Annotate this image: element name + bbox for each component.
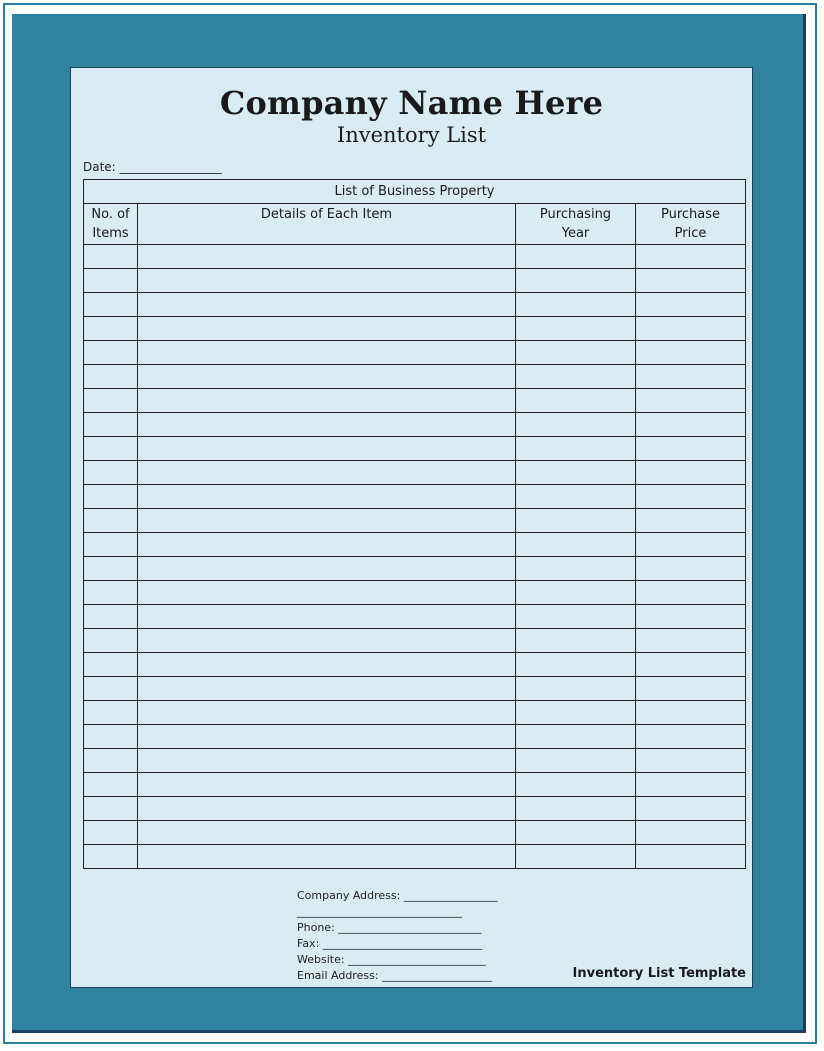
cell-purchase-price[interactable] — [636, 485, 746, 509]
document-title: Inventory List — [336, 123, 487, 147]
cell-purchasing-year[interactable] — [516, 845, 636, 869]
cell-no-of-items[interactable] — [84, 581, 138, 605]
table-body — [84, 245, 746, 869]
cell-details[interactable] — [138, 509, 516, 533]
cell-details[interactable] — [138, 725, 516, 749]
date-blank[interactable]: _________________ — [119, 160, 222, 174]
table-row — [84, 389, 746, 413]
header-purchasing-year — [516, 204, 636, 245]
cell-purchasing-year[interactable] — [516, 245, 636, 269]
cell-purchase-price[interactable] — [636, 629, 746, 653]
company-address-blank[interactable]: _________________ — [403, 889, 498, 902]
table-row — [84, 821, 746, 845]
header-purchase-price — [636, 204, 746, 245]
email-line[interactable] — [297, 968, 497, 984]
table-row — [84, 701, 746, 725]
cell-no-of-items[interactable] — [84, 845, 138, 869]
cell-no-of-items[interactable] — [84, 629, 138, 653]
phone-label: Phone: — [297, 921, 335, 934]
cell-no-of-items[interactable] — [84, 797, 138, 821]
header-line: Purchase — [660, 207, 721, 222]
cell-no-of-items[interactable] — [84, 485, 138, 509]
fax-blank[interactable]: _____________________________ — [322, 937, 483, 950]
cell-purchasing-year[interactable] — [516, 365, 636, 389]
cell-no-of-items[interactable] — [84, 821, 138, 845]
cell-no-of-items[interactable] — [84, 557, 138, 581]
cell-purchasing-year[interactable] — [516, 629, 636, 653]
cell-details[interactable] — [138, 533, 516, 557]
cell-purchasing-year[interactable] — [516, 605, 636, 629]
cell-purchase-price[interactable] — [636, 821, 746, 845]
cell-no-of-items[interactable] — [84, 365, 138, 389]
table-row — [84, 245, 746, 269]
cell-no-of-items[interactable] — [84, 725, 138, 749]
cell-details[interactable] — [138, 461, 516, 485]
date-label: Date: — [83, 160, 116, 174]
table-row — [84, 677, 746, 701]
cell-purchasing-year[interactable] — [516, 389, 636, 413]
cell-purchase-price[interactable] — [636, 581, 746, 605]
cell-purchasing-year[interactable] — [516, 821, 636, 845]
table-row — [84, 293, 746, 317]
cell-purchase-price[interactable] — [636, 677, 746, 701]
phone-blank[interactable]: __________________________ — [338, 921, 482, 934]
table-row — [84, 437, 746, 461]
cell-purchase-price[interactable] — [636, 725, 746, 749]
table-row — [84, 365, 746, 389]
cell-purchase-price[interactable] — [636, 533, 746, 557]
cell-purchasing-year[interactable] — [516, 317, 636, 341]
cell-details[interactable] — [138, 413, 516, 437]
cell-purchase-price[interactable] — [636, 413, 746, 437]
cell-details[interactable] — [138, 653, 516, 677]
cell-purchasing-year[interactable] — [516, 725, 636, 749]
header-line: Details of Each Item — [260, 207, 393, 222]
cell-purchase-price[interactable] — [636, 701, 746, 725]
company-name: Company Name Here — [219, 84, 604, 122]
cell-purchasing-year[interactable] — [516, 749, 636, 773]
cell-purchase-price[interactable] — [636, 605, 746, 629]
cell-details[interactable] — [138, 437, 516, 461]
cell-details[interactable] — [138, 821, 516, 845]
cell-purchase-price[interactable] — [636, 293, 746, 317]
cell-no-of-items[interactable] — [84, 269, 138, 293]
cell-purchasing-year[interactable] — [516, 533, 636, 557]
cell-purchase-price[interactable] — [636, 749, 746, 773]
cell-purchase-price[interactable] — [636, 773, 746, 797]
cell-details[interactable] — [138, 269, 516, 293]
cell-no-of-items[interactable] — [84, 701, 138, 725]
cell-purchasing-year[interactable] — [516, 341, 636, 365]
cell-purchase-price[interactable] — [636, 317, 746, 341]
table-row — [84, 653, 746, 677]
website-blank[interactable]: _________________________ — [348, 953, 486, 966]
cell-no-of-items[interactable] — [84, 461, 138, 485]
fax-line[interactable] — [297, 936, 497, 952]
cell-purchasing-year[interactable] — [516, 461, 636, 485]
cell-purchase-price[interactable] — [636, 653, 746, 677]
cell-no-of-items[interactable] — [84, 341, 138, 365]
cell-details[interactable] — [138, 581, 516, 605]
cell-details[interactable] — [138, 341, 516, 365]
template-label: Inventory List Template — [572, 966, 746, 981]
email-label: Email Address: — [297, 969, 379, 982]
cell-purchase-price[interactable] — [636, 269, 746, 293]
cell-details[interactable] — [138, 317, 516, 341]
cell-purchasing-year[interactable] — [516, 653, 636, 677]
header-line: No. of — [91, 207, 130, 222]
email-blank[interactable]: ____________________ — [382, 969, 493, 982]
cell-purchasing-year[interactable] — [516, 677, 636, 701]
cell-purchase-price[interactable] — [636, 509, 746, 533]
contact-block — [297, 888, 497, 984]
company-address-line[interactable] — [297, 888, 497, 904]
cell-details[interactable] — [138, 773, 516, 797]
cell-details[interactable] — [138, 605, 516, 629]
table-row — [84, 749, 746, 773]
cell-purchase-price[interactable] — [636, 797, 746, 821]
website-label: Website: — [297, 953, 345, 966]
inventory-table — [83, 179, 746, 869]
cell-no-of-items[interactable] — [84, 773, 138, 797]
cell-no-of-items[interactable] — [84, 293, 138, 317]
table-row — [84, 509, 746, 533]
table-row — [84, 581, 746, 605]
table-row — [84, 557, 746, 581]
cell-details[interactable] — [138, 485, 516, 509]
table-row — [84, 533, 746, 557]
cell-purchasing-year[interactable] — [516, 293, 636, 317]
header-line: Price — [674, 226, 707, 241]
address-line-2[interactable] — [297, 904, 497, 920]
cell-no-of-items[interactable] — [84, 413, 138, 437]
cell-purchasing-year[interactable] — [516, 437, 636, 461]
table-row — [84, 605, 746, 629]
cell-details[interactable] — [138, 797, 516, 821]
cell-purchase-price[interactable] — [636, 557, 746, 581]
table-row — [84, 629, 746, 653]
cell-no-of-items[interactable] — [84, 437, 138, 461]
table-row — [84, 797, 746, 821]
date-field[interactable] — [83, 160, 222, 174]
header-no-of-items — [84, 204, 138, 245]
cell-no-of-items[interactable] — [84, 749, 138, 773]
cell-purchasing-year[interactable] — [516, 773, 636, 797]
cell-purchase-price[interactable] — [636, 461, 746, 485]
cell-purchase-price[interactable] — [636, 389, 746, 413]
cell-details[interactable] — [138, 389, 516, 413]
cell-details[interactable] — [138, 245, 516, 269]
cell-purchasing-year[interactable] — [516, 413, 636, 437]
cell-purchasing-year[interactable] — [516, 581, 636, 605]
header-details — [138, 204, 516, 245]
cell-no-of-items[interactable] — [84, 317, 138, 341]
table-caption: List of Business Property — [84, 180, 746, 204]
cell-purchase-price[interactable] — [636, 365, 746, 389]
cell-purchasing-year[interactable] — [516, 509, 636, 533]
table-row — [84, 461, 746, 485]
cell-no-of-items[interactable] — [84, 653, 138, 677]
cell-no-of-items[interactable] — [84, 533, 138, 557]
cell-details[interactable] — [138, 629, 516, 653]
cell-purchase-price[interactable] — [636, 341, 746, 365]
cell-details[interactable] — [138, 293, 516, 317]
company-address-label: Company Address: — [297, 889, 401, 902]
cell-purchasing-year[interactable] — [516, 797, 636, 821]
table-row — [84, 845, 746, 869]
cell-purchasing-year[interactable] — [516, 557, 636, 581]
cell-no-of-items[interactable] — [84, 245, 138, 269]
cell-no-of-items[interactable] — [84, 509, 138, 533]
cell-purchasing-year[interactable] — [516, 485, 636, 509]
cell-details[interactable] — [138, 701, 516, 725]
fax-label: Fax: — [297, 937, 320, 950]
cell-purchase-price[interactable] — [636, 437, 746, 461]
table-row — [84, 725, 746, 749]
address-line-2-blank[interactable]: ______________________________ — [297, 905, 462, 918]
table-row — [84, 485, 746, 509]
cell-no-of-items[interactable] — [84, 389, 138, 413]
cell-purchasing-year[interactable] — [516, 701, 636, 725]
cell-details[interactable] — [138, 749, 516, 773]
cell-purchase-price[interactable] — [636, 245, 746, 269]
cell-details[interactable] — [138, 677, 516, 701]
cell-no-of-items[interactable] — [84, 605, 138, 629]
website-line[interactable] — [297, 952, 497, 968]
table-row — [84, 413, 746, 437]
header-line: Year — [561, 226, 590, 241]
table-row — [84, 341, 746, 365]
header-line: Items — [92, 226, 129, 241]
header-line: Purchasing — [539, 207, 612, 222]
cell-purchase-price[interactable] — [636, 845, 746, 869]
cell-no-of-items[interactable] — [84, 677, 138, 701]
table-row — [84, 773, 746, 797]
cell-purchasing-year[interactable] — [516, 269, 636, 293]
cell-details[interactable] — [138, 557, 516, 581]
table-row — [84, 317, 746, 341]
cell-details[interactable] — [138, 845, 516, 869]
cell-details[interactable] — [138, 365, 516, 389]
inventory-sheet — [70, 67, 753, 988]
phone-line[interactable] — [297, 920, 497, 936]
table-row — [84, 269, 746, 293]
